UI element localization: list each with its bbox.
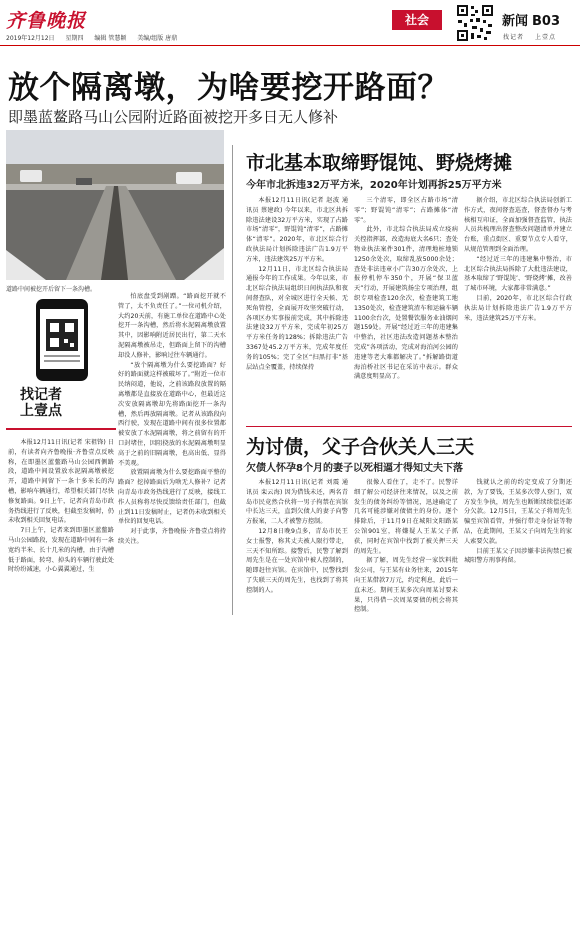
story2-column-3 xyxy=(464,196,572,426)
section-tag: 社会 xyxy=(392,10,442,30)
paragraph: 此外，市北综合执法局成立疫病关控指挥部，改造海底大名6只；查处物业执法案件301件，清理地桩地锁1250余处次，取缔乱放5000余处；查处非法违章小广告30万余处次，上报停机停车350个，开展“保卫蓝天”行动，开展建筑扬尘专项治理，组织专项检查120余次，检查建筑工地1350处次，检查建筑渣车和运输车辆1100余台次，处置餐饮服务业油烟问题159处。开展“经过近三年的违建集中整治，社区违法改造问题基本整治完成”各项活动，完成对海泊河公园的违建等老大难都解决了。”拆解路街道海泊桥社区书记在采访中表示。群众满意度明显高了。 xyxy=(354,226,458,381)
paragraph: 本报12月11日讯(记者 刘震 通讯员 栾云海) 因为借钱未还，两名青岛市民竟然合伙将一男子拘禁在宾馆中长达三天，直到欠债人的妻子向警方报案，二人才被警方控制。 xyxy=(246,479,348,526)
paragraph: 7日上午，记者来到即墨区蓝鳌路马山公园路段，发现在道路中间有一条宽约半米、长十几米的沟槽，由于沟槽低于路面，转弯、掉头的车辆行驶此处时纷纷减速，小心翼翼通过，生 xyxy=(8,527,114,574)
qr-phone-icon xyxy=(6,295,116,385)
paragraph: 本报12月11日讯(记者 宋祖锋) 日前，有读者向齐鲁晚报·齐鲁壹点反映称，在即墨区蓝鳌路马山公园西侧路段，道路中间设置放水泥隔离墩被挖开，道路中间留下一条十多米长的沟槽，影响车辆通行，希望相关部门尽快修复路面。9日上午，记者向青岛市政务热线进行了反映，但截至发稿时，仍未收到相关回复电话。 xyxy=(8,439,114,525)
dateline xyxy=(6,33,186,42)
paragraph: 本报12月11日讯(记者 赵波 通讯员 蔡建政) 今年以来，市北区共拆除违法建设32万平方米，实现了占路市场“清零”，野馄饨“清零”，占路摊体“清零”。2020年，市北区综合行政执法局计划拆除违法广告1.9万平方米，违法建筑25万平方米。 xyxy=(246,197,348,263)
photo-caption: 道路中间被挖开后留下一条沟槽。 xyxy=(6,286,97,293)
paragraph: 据介绍，市北区综合执法局创新工作方式，夜间督查巡查，督查督办与考核相互印证，全面加强督查监管，执法人员共梳理出督查整改问题清单并建立台账，重点街区、重要节点专人看守，从规范管理到全面治理。 xyxy=(464,197,572,253)
page-number: B03 xyxy=(532,14,561,29)
paragraph: 目前王某父子因涉嫌非法拘禁已被城阳警方刑事拘留。 xyxy=(464,547,572,565)
story3-column-2 xyxy=(354,478,458,614)
paragraph: 三个清零，即全区占路市场“清零”；野馄饨“清零”；占路摊体“清零”。 xyxy=(354,197,458,224)
story3-column-3 xyxy=(464,478,572,614)
page-label xyxy=(502,10,560,29)
paragraph: 目前，2020年，市北区综合行政执法局计划拆除违法广告1.9万平方米，违法建筑25万平方米。 xyxy=(464,294,572,322)
story3-subhead: 欠债人怀孕8个月的妻子以死相逼才得知丈夫下落 xyxy=(246,463,463,474)
slogan-part: 上壹点 xyxy=(534,34,556,41)
paragraph: “放个隔离墩为什么要挖路面？好好的路面就这样被破坏了。”附近一位市民纳闷道，他说，之前该路段放置的隔离墩都是直接放在道路中心，但最近这次安放隔离墩却先将路面挖开一条沟槽，然后再放隔离墩。记者从该路段向西行驶，发现在道路中间有很多位置都被安放了水泥隔离墩，将之前留有的开口封堵住，因阻挠放的水泥隔离墩明显高于之前的旧隔离墩，也高出低、显得不美观。 xyxy=(118,361,226,467)
paragraph: 12月11日，市北区综合执法局通报今年的工作成果。今年以来，市北区综合执法局组织日间执法队和夜间督查队，对全城区进行全天候、无死角管控，全面展开攻坚突破行动，各项区办实事报前完成，其中拆除违法建设32万平方米，完成年初25万平方米任务的128%；拆除违法广告3367处45.2万平方米，完成年度任务的105%；完了全区“扫黑打非”基层站点全覆盖，持续保持 xyxy=(246,265,348,371)
weekday: 星期四 xyxy=(65,35,84,42)
lead-column-2 xyxy=(118,292,226,614)
section-divider xyxy=(246,426,572,427)
page-slogan xyxy=(503,32,564,41)
page-name: 新闻 xyxy=(502,14,529,29)
reporter-box-line1: 找记者 xyxy=(20,387,62,403)
lead-column-1 xyxy=(8,438,114,613)
story2-headline: 市北基本取缔野馄饨、野烧烤摊 xyxy=(246,152,513,174)
qr-code-icon xyxy=(456,4,494,42)
road-photo xyxy=(6,130,224,280)
paragraph: 怕底盘受到剐蹭。“路面挖开就不管了，太不负责任了。”一位司机介绍，大约20天前，有施工单位在道路中心处挖开一条沟槽，然后将水泥隔离墩放置其中，因影响附近居民出行，第二天水泥隔离墩被吊走，但路面上留下的沟槽却没人修补，影响过往车辆通行。 xyxy=(118,293,226,359)
reporter-box xyxy=(6,295,116,430)
paragraph: 12月8日晚9点多，青岛市民王女士报警，称其丈夫被人限行带走，三天不知所踪。接警后，民警了解到周先生是在一处宾馆中被人控制的，随即赶往宾馆。在宾馆中，民警找到了失联三天的周先生，也找到了将其控制的人。 xyxy=(246,527,348,594)
reporter-box-line2: 上壹点 xyxy=(20,403,62,419)
column-rule xyxy=(232,145,233,615)
masthead xyxy=(0,0,580,46)
story3-column-1 xyxy=(246,478,348,614)
lead-subhead: 即墨蓝鳌路马山公园附近路面被挖开多日无人修补 xyxy=(8,108,339,126)
designer: 美编/组版 唐鼎 xyxy=(137,35,178,42)
slogan-part: 找记者 xyxy=(503,34,525,41)
story2-column-2 xyxy=(354,196,458,426)
reporter-box-title xyxy=(20,387,62,419)
paragraph: 对于此事，齐鲁晚报·齐鲁壹点将持续关注。 xyxy=(118,528,226,545)
paragraph: “经过近三年的违建集中整治，市北区综合执法局拆除了大批违法建设，基本取缔了‘野馄饨’、‘野烧烤’摊，改善了城市环境，大家都非常满意。” xyxy=(464,255,572,293)
story2-column-1 xyxy=(246,196,348,426)
paragraph: 据了解，周先生经营一家饮料批发公司，与王某有业务往来，2015年向王某借款7万元，约定利息，此后一直未还。期间王某多次向周某讨要未果，只得借一次周某要债的机会将其控制。 xyxy=(354,557,458,614)
newspaper-logo: 齐鲁晚报 xyxy=(6,10,87,32)
date: 2019年12月12日 xyxy=(6,35,55,42)
paragraph: 钱就认之前的约定变成了分期还款，为了要钱，王某多次带人登门，双方发生争执，周先生也断断续续偿还部分欠款。12月5日，王某父子将周先生骗至宾馆看管，并强行带走身份证等物品，在此期间，王某父子向周先生的家人索要欠款。 xyxy=(464,479,572,545)
paragraph: 放置隔离墩为什么要挖路面平整的路面？挖掉路面后为啥无人修补？记者向青岛市政务热线进行了反映，接线工作人员称将尽快反馈给责任部门，但截止到11日发稿时止，记者仍未收到相关单位的回复电话。 xyxy=(118,469,226,526)
lead-headline: 放个隔离墩，为啥要挖开路面？ xyxy=(8,70,449,106)
paragraph: 很像人看住了，走不了。民警详细了解公司经济往来情况，以及之前发生的债务纠纷等情况，迅速确定了几名可能涉嫌对债债主的身份。逐个排除后，于11月9日在城阳文阳路某公馆901室，将嫌疑人王某父子抓获，同时在宾馆中找到了被关押三天的周先生。 xyxy=(354,479,458,555)
story2-subhead: 今年市北拆违32万平方米，2020年计划再拆25万平方米 xyxy=(246,180,502,191)
editor: 编辑 管慧颖 xyxy=(94,35,127,42)
story3-headline: 为讨债，父子合伙关人三天 xyxy=(246,436,475,458)
